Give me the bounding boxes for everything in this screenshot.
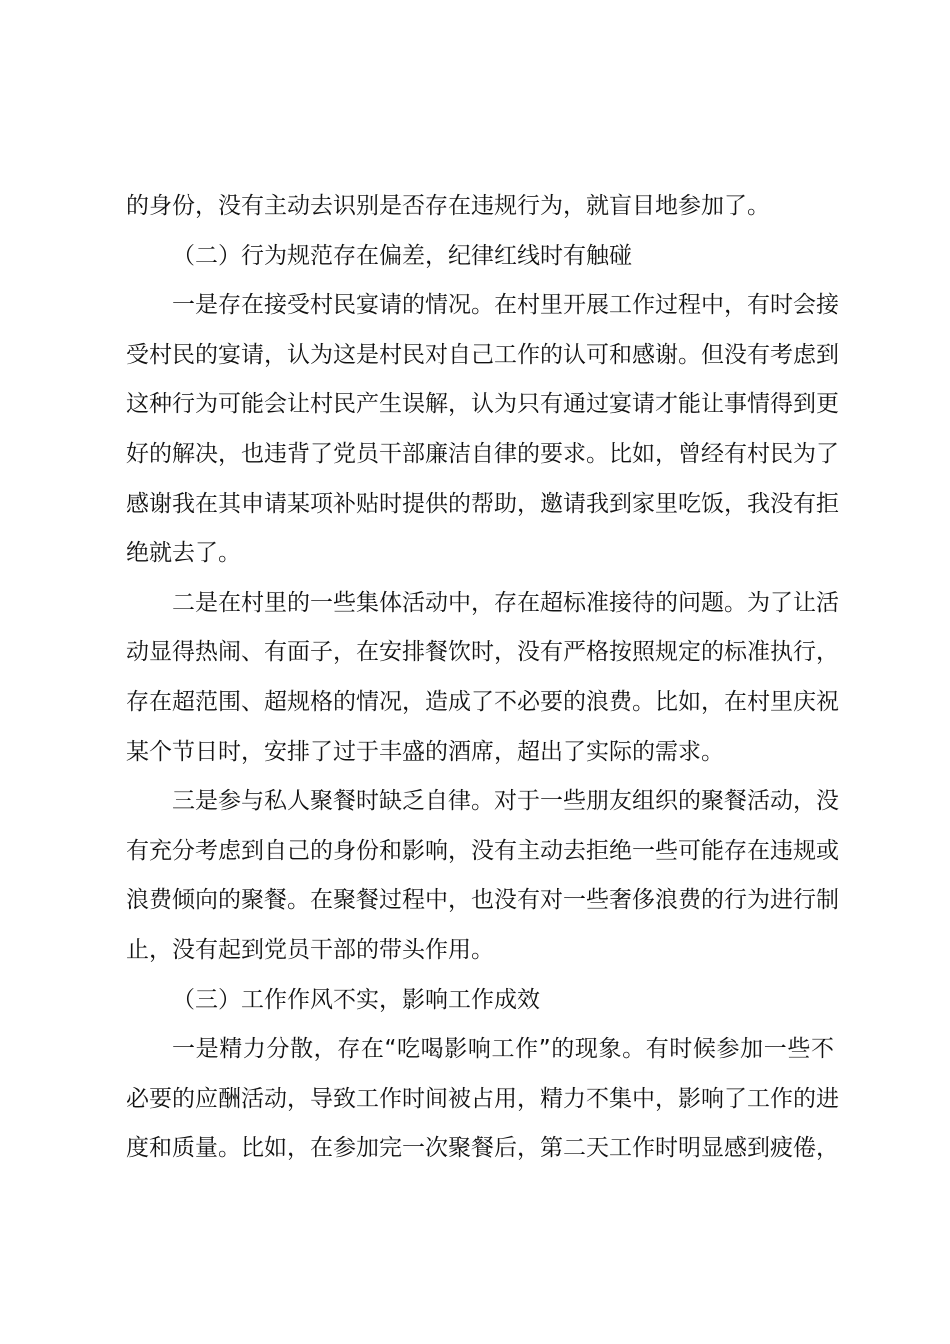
text-line: 绝就去了。 xyxy=(126,540,241,567)
section-heading-3: （三）工作作风不实，影响工作成效 xyxy=(172,986,540,1013)
text-line: 止，没有起到党员干部的带头作用。 xyxy=(126,936,494,963)
text-line: 浪费倾向的聚餐。在聚餐过程中，也没有对一些奢侈浪费的行为进行制 xyxy=(126,887,839,914)
text-line: 这种行为可能会让村民产生误解，认为只有通过宴请才能让事情得到更 xyxy=(126,391,839,418)
text-line: 度和质量。比如，在参加完一次聚餐后，第二天工作时明显感到疲倦， xyxy=(126,1135,839,1162)
text-line: 有充分考虑到自己的身份和影响，没有主动去拒绝一些可能存在违规或 xyxy=(126,837,839,864)
body-text xyxy=(126,182,839,1174)
text-line: 好的解决，也违背了党员干部廉洁自律的要求。比如，曾经有村民为了 xyxy=(126,440,839,467)
text-line: 必要的应酬活动，导致工作时间被占用，精力不集中，影响了工作的进 xyxy=(126,1085,839,1112)
text-line: 存在超范围、超规格的情况，造成了不必要的浪费。比如，在村里庆祝 xyxy=(126,688,839,715)
text-line: 受村民的宴请，认为这是村民对自己工作的认可和感谢。但没有考虑到 xyxy=(126,341,839,368)
text-line: 某个节日时，安排了过于丰盛的酒席，超出了实际的需求。 xyxy=(126,738,724,765)
text-line: 一是存在接受村民宴请的情况。在村里开展工作过程中，有时会接 xyxy=(172,292,839,319)
text-line: 的身份，没有主动去识别是否存在违规行为，就盲目地参加了。 xyxy=(126,193,770,219)
text-line: 动显得热闹、有面子，在安排餐饮时，没有严格按照规定的标准执行， xyxy=(126,639,839,666)
text-line: 二是在村里的一些集体活动中，存在超标准接待的问题。为了让活 xyxy=(172,589,839,616)
text-line: 感谢我在其申请某项补贴时提供的帮助，邀请我到家里吃饭，我没有拒 xyxy=(126,490,839,517)
text-line: 三是参与私人聚餐时缺乏自律。对于一些朋友组织的聚餐活动，没 xyxy=(172,788,839,815)
section-heading-2: （二）行为规范存在偏差，纪律红线时有触碰 xyxy=(172,242,632,269)
text-line: 一是精力分散，存在“吃喝影响工作”的现象。有时候参加一些不 xyxy=(172,1036,834,1063)
